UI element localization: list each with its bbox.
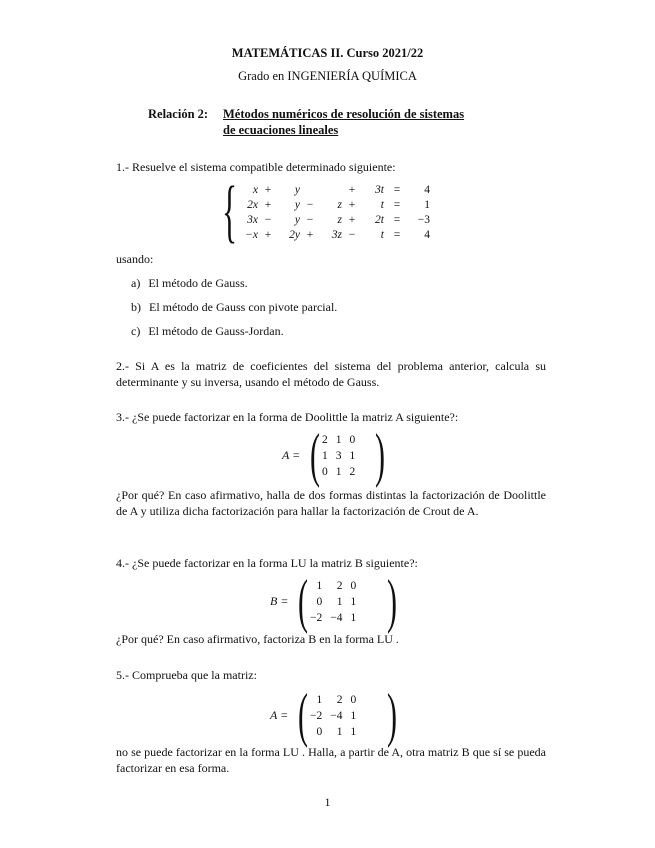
matrix-entry: 1 <box>350 726 357 738</box>
equation-term: − <box>306 214 314 226</box>
item-text: El método de Gauss. <box>148 276 248 290</box>
matrix-entry: 0 <box>350 580 357 592</box>
matrix-A-problem3 <box>318 432 359 480</box>
matrix-entry: −4 <box>330 710 343 722</box>
matrix-row <box>306 578 360 594</box>
matrix-entry: 0 <box>316 726 323 738</box>
equation-term: = <box>393 229 401 241</box>
matrix-A-label: A = <box>270 708 289 722</box>
matrix-entry: 1 <box>336 596 343 608</box>
equation-term <box>320 183 342 198</box>
left-paren: ( <box>309 422 320 488</box>
matrix-row <box>306 610 360 626</box>
matrix-row <box>306 708 360 724</box>
equation-row <box>236 228 430 243</box>
equation-term: + <box>348 214 356 226</box>
problem4-statement: 4.- ¿Se puede factorizar en la forma LU la matriz B siguiente?: <box>116 556 418 570</box>
document-title: MATEMÁTICAS II. Curso 2021/22 <box>231 46 424 60</box>
matrix-entry: −2 <box>310 710 323 722</box>
problem1-statement: 1.- Resuelve el sistema compatible determinado siguiente: <box>116 160 396 174</box>
matrix-row <box>318 448 359 464</box>
matrix-row <box>318 432 359 448</box>
equation-term <box>300 183 320 198</box>
problem3-followup: ¿Por qué? En caso afirmativo, halla de dos formas distintas la factorización de Doolittle de A y utiliza dicha factorización para hallar la factorización de Crout de A. <box>116 488 546 518</box>
equation-term: − <box>306 199 314 211</box>
equation-term: z <box>337 199 342 211</box>
equation-term: t <box>380 229 384 241</box>
equation-term: y <box>294 184 300 196</box>
left-paren: ( <box>297 682 308 748</box>
item-text: El método de Gauss-Jordan. <box>148 324 284 338</box>
equation-term: −3 <box>417 214 430 226</box>
equation-term: t <box>380 199 384 211</box>
item-label: c) <box>131 324 141 338</box>
relation-title-line1: Métodos numéricos de resolución de sistemas <box>223 107 465 121</box>
equation-term: = <box>393 199 401 211</box>
item-label: a) <box>131 276 141 290</box>
matrix-entry: 1 <box>322 450 328 462</box>
equation-row <box>236 198 430 213</box>
matrix-entry: 1 <box>316 580 323 592</box>
equation-term: 4 <box>424 229 430 241</box>
page-number: 1 <box>324 795 331 809</box>
equation-term: 3z <box>331 229 342 241</box>
problem1-item-b <box>131 300 337 315</box>
document-subtitle: Grado en INGENIERÍA QUÍMICA <box>238 69 417 83</box>
equation-term: z <box>337 214 342 226</box>
equation-row <box>236 213 430 228</box>
matrix-B-problem4 <box>306 578 360 626</box>
equation-term: −x <box>245 229 258 241</box>
problem5-followup: no se puede factorizar en la forma LU . Halla, a partir de A, otra matriz B que sí se pueda factorizar en esa forma. <box>116 745 546 775</box>
matrix-entry: 0 <box>322 466 328 478</box>
matrix-row <box>306 724 360 740</box>
matrix-entry: 1 <box>350 710 357 722</box>
matrix-entry: 0 <box>316 596 323 608</box>
left-paren: ( <box>297 568 308 634</box>
matrix-row <box>306 692 360 708</box>
problem1-item-a <box>131 276 248 291</box>
problem5-statement: 5.- Comprueba que la matriz: <box>116 668 257 682</box>
matrix-entry: 2 <box>336 694 343 706</box>
system-brace: { <box>222 173 238 250</box>
equation-row <box>236 183 430 198</box>
problem2-text: 2.- Si A es la matriz de coeficientes del sistema del problema anterior, calcula su determinante y su inversa, usando el método de Gauss. <box>116 359 546 389</box>
matrix-entry: 2 <box>336 580 343 592</box>
equation-term: 2t <box>375 214 384 226</box>
problem3-statement: 3.- ¿Se puede factorizar en la forma de Doolittle la matriz A siguiente?: <box>116 410 459 424</box>
equation-system <box>236 183 430 243</box>
equation-term: 2x <box>247 199 258 211</box>
matrix-entry: 1 <box>335 434 342 446</box>
equation-term: + <box>348 184 356 196</box>
matrix-entry: 1 <box>316 694 323 706</box>
using-label: usando: <box>116 252 154 266</box>
equation-term: = <box>393 214 401 226</box>
equation-term: + <box>264 229 272 241</box>
equation-term: 2y <box>289 229 300 241</box>
equation-term: + <box>306 229 314 241</box>
equation-term: + <box>264 199 272 211</box>
matrix-entry: 1 <box>350 596 357 608</box>
matrix-A-label: A = <box>282 448 301 462</box>
matrix-entry: 1 <box>350 612 357 624</box>
matrix-row <box>318 464 359 480</box>
equation-term: 4 <box>424 184 430 196</box>
matrix-entry: 1 <box>336 726 343 738</box>
matrix-entry: 0 <box>349 434 356 446</box>
problem1-item-c <box>131 324 284 339</box>
relation-title-line2: de ecuaciones lineales <box>223 123 339 137</box>
problem4-followup: ¿Por qué? En caso afirmativo, factoriza B en la forma LU . <box>116 632 399 646</box>
matrix-entry: −2 <box>310 612 323 624</box>
matrix-entry: 1 <box>335 466 342 478</box>
relation-label: Relación 2: <box>148 107 209 121</box>
equation-term: 3x <box>247 214 258 226</box>
equation-term: 1 <box>424 199 430 211</box>
equation-term: x <box>252 184 258 196</box>
equation-term: y <box>294 214 300 226</box>
right-paren: ) <box>386 682 397 748</box>
matrix-entry: 3 <box>335 450 342 462</box>
equation-term: = <box>393 184 401 196</box>
equation-term: − <box>264 214 272 226</box>
item-label: b) <box>131 300 141 314</box>
matrix-entry: 0 <box>350 694 357 706</box>
equation-term: 3t <box>375 184 384 196</box>
right-paren: ) <box>386 568 397 634</box>
matrix-entry: 2 <box>349 466 356 478</box>
equation-term: + <box>348 199 356 211</box>
matrix-B-label: B = <box>270 594 289 608</box>
matrix-entry: 1 <box>349 450 356 462</box>
item-text: El método de Gauss con pivote parcial. <box>149 300 338 314</box>
equation-term: + <box>264 184 272 196</box>
right-paren: ) <box>374 422 385 488</box>
matrix-entry: −4 <box>330 612 343 624</box>
matrix-A-problem5 <box>306 692 360 740</box>
matrix-entry: 2 <box>322 434 328 446</box>
equation-term: y <box>294 199 300 211</box>
matrix-row <box>306 594 360 610</box>
equation-term: − <box>348 229 356 241</box>
